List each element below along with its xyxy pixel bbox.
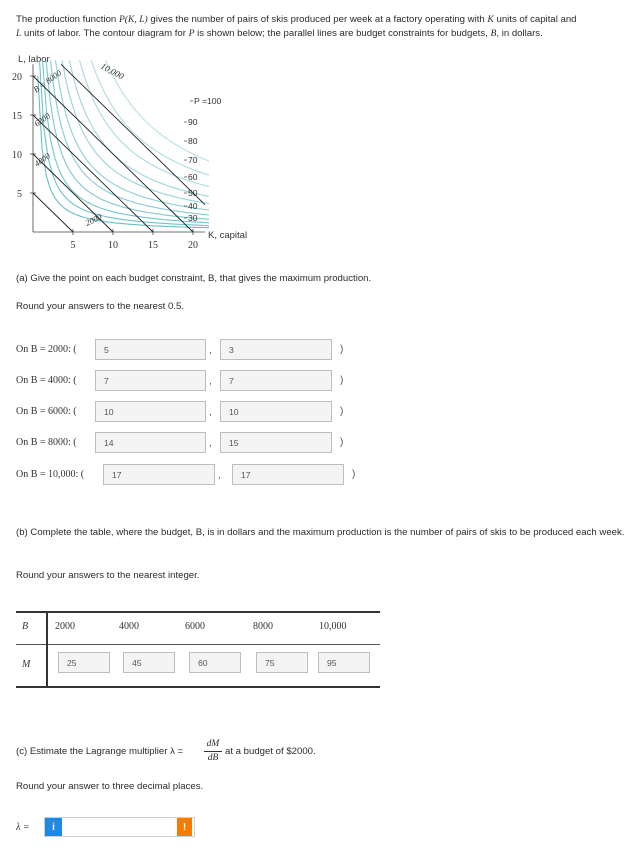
y-tick-label: 10	[12, 150, 22, 161]
budget-header: 6000	[185, 621, 205, 632]
budget-point-label: On B = 2000: (	[16, 344, 77, 355]
close-paren: )	[340, 344, 344, 355]
budget-header: 4000	[119, 621, 139, 632]
lambda-input[interactable]	[44, 817, 195, 837]
x-axis-label: K, capital	[208, 230, 248, 241]
y-tick-label: 5	[17, 189, 22, 200]
lambda-label: λ =	[16, 822, 30, 833]
x-tick-label: 20	[188, 240, 198, 251]
budget-line	[33, 76, 193, 232]
capital-input[interactable]: 5	[95, 339, 206, 360]
budget-point-label: On B = 4000: (	[16, 375, 77, 386]
budget-label: 6000	[32, 110, 52, 129]
contour-label: 40	[188, 201, 198, 211]
capital-input[interactable]: 7	[95, 370, 206, 391]
y-tick-label: 15	[12, 111, 22, 122]
max-production-input[interactable]: 95	[318, 652, 370, 673]
table-mid-rule	[16, 644, 380, 645]
budget-point-label: On B = 8000: (	[16, 437, 77, 448]
x-tick-label: 15	[148, 240, 158, 251]
capital-input[interactable]: 14	[95, 432, 206, 453]
contour-curve	[62, 60, 209, 203]
contour-label: 70	[188, 155, 198, 165]
comma-separator: ,	[209, 376, 212, 387]
budget-label-top: 10,000	[99, 60, 126, 82]
comma-separator: ,	[209, 438, 212, 449]
table-column-rule	[46, 611, 48, 688]
budget-label: 2000	[83, 211, 104, 228]
labor-input[interactable]: 7	[220, 370, 332, 391]
budget-table	[16, 611, 380, 688]
contour-label: 90	[188, 117, 198, 127]
problem-intro: The production function P(K, L) gives the number of pairs of skis produced per week at a factory operating with K units of capital and L units of labor. The contour diagram for P is shown below; the parallel lines are budget constraints for budgets, B, in dollars.	[16, 14, 577, 39]
contour-label: P =100	[194, 96, 222, 106]
table-bottom-rule	[16, 686, 380, 688]
part-c-text: (c) Estimate the Lagrange multiplier λ =	[16, 746, 184, 757]
budget-line	[61, 64, 205, 204]
close-paren: )	[340, 375, 344, 386]
contour-diagram	[0, 44, 270, 259]
contour-curve	[56, 60, 210, 210]
fraction-bar	[204, 751, 222, 752]
y-tick-label: 20	[12, 72, 22, 83]
part-b-round-note: Round your answers to the nearest integer.	[16, 570, 200, 581]
x-tick-label: 10	[108, 240, 118, 251]
max-production-input[interactable]: 45	[123, 652, 175, 673]
labor-input[interactable]: 10	[220, 401, 332, 422]
capital-input[interactable]: 10	[95, 401, 206, 422]
close-paren: )	[340, 406, 344, 417]
labor-input[interactable]: 15	[220, 432, 332, 453]
row-label-b: B	[22, 621, 29, 632]
comma-separator: ,	[209, 345, 212, 356]
budget-header: 2000	[55, 621, 75, 632]
budget-label: B = 8000	[31, 67, 64, 95]
budget-point-label: On B = 10,000: (	[16, 469, 85, 480]
max-production-input[interactable]: 75	[256, 652, 308, 673]
contour-curve	[46, 60, 209, 219]
part-c-round-note: Round your answer to three decimal places.	[16, 781, 204, 792]
part-a-title: (a) Give the point on each budget constraint, B, that gives the maximum production.	[16, 273, 372, 284]
budget-header: 8000	[253, 621, 273, 632]
contour-curve	[38, 76, 209, 228]
part-b-title: (b) Complete the table, where the budget, B, is in dollars and the maximum production is the number of pairs of skis to be produced each week.	[16, 527, 625, 538]
close-paren: )	[340, 437, 344, 448]
contour-label: 80	[188, 136, 198, 146]
fraction-denominator: dB	[207, 753, 219, 763]
part-c-text-end: at a budget of $2000.	[225, 746, 316, 757]
max-production-input[interactable]: 25	[58, 652, 110, 673]
y-axis-label: L, labor	[18, 54, 50, 65]
labor-input[interactable]: 3	[220, 339, 332, 360]
x-tick-label: 5	[70, 240, 76, 251]
contour-label: 30	[188, 213, 198, 223]
max-production-input[interactable]: 60	[189, 652, 241, 673]
contour-curve	[40, 60, 210, 225]
info-icon[interactable]: i	[45, 818, 62, 836]
labor-input[interactable]: 17	[232, 464, 344, 485]
part-a-round-note: Round your answers to the nearest 0.5.	[16, 301, 184, 312]
contour-label: 50	[188, 188, 198, 198]
contour-label: 60	[188, 172, 198, 182]
close-paren: )	[352, 469, 356, 480]
row-label-m: M	[22, 659, 31, 670]
warning-icon[interactable]: !	[177, 818, 192, 836]
capital-input[interactable]: 17	[103, 464, 215, 485]
budget-label: 4000	[32, 150, 52, 169]
fraction-numerator: dM	[206, 739, 220, 749]
comma-separator: ,	[209, 407, 212, 418]
budget-point-label: On B = 6000: (	[16, 406, 77, 417]
lagrange-fraction	[204, 739, 222, 764]
comma-separator: ,	[218, 470, 221, 481]
budget-header: 10,000	[319, 621, 347, 632]
table-top-rule	[16, 611, 380, 613]
